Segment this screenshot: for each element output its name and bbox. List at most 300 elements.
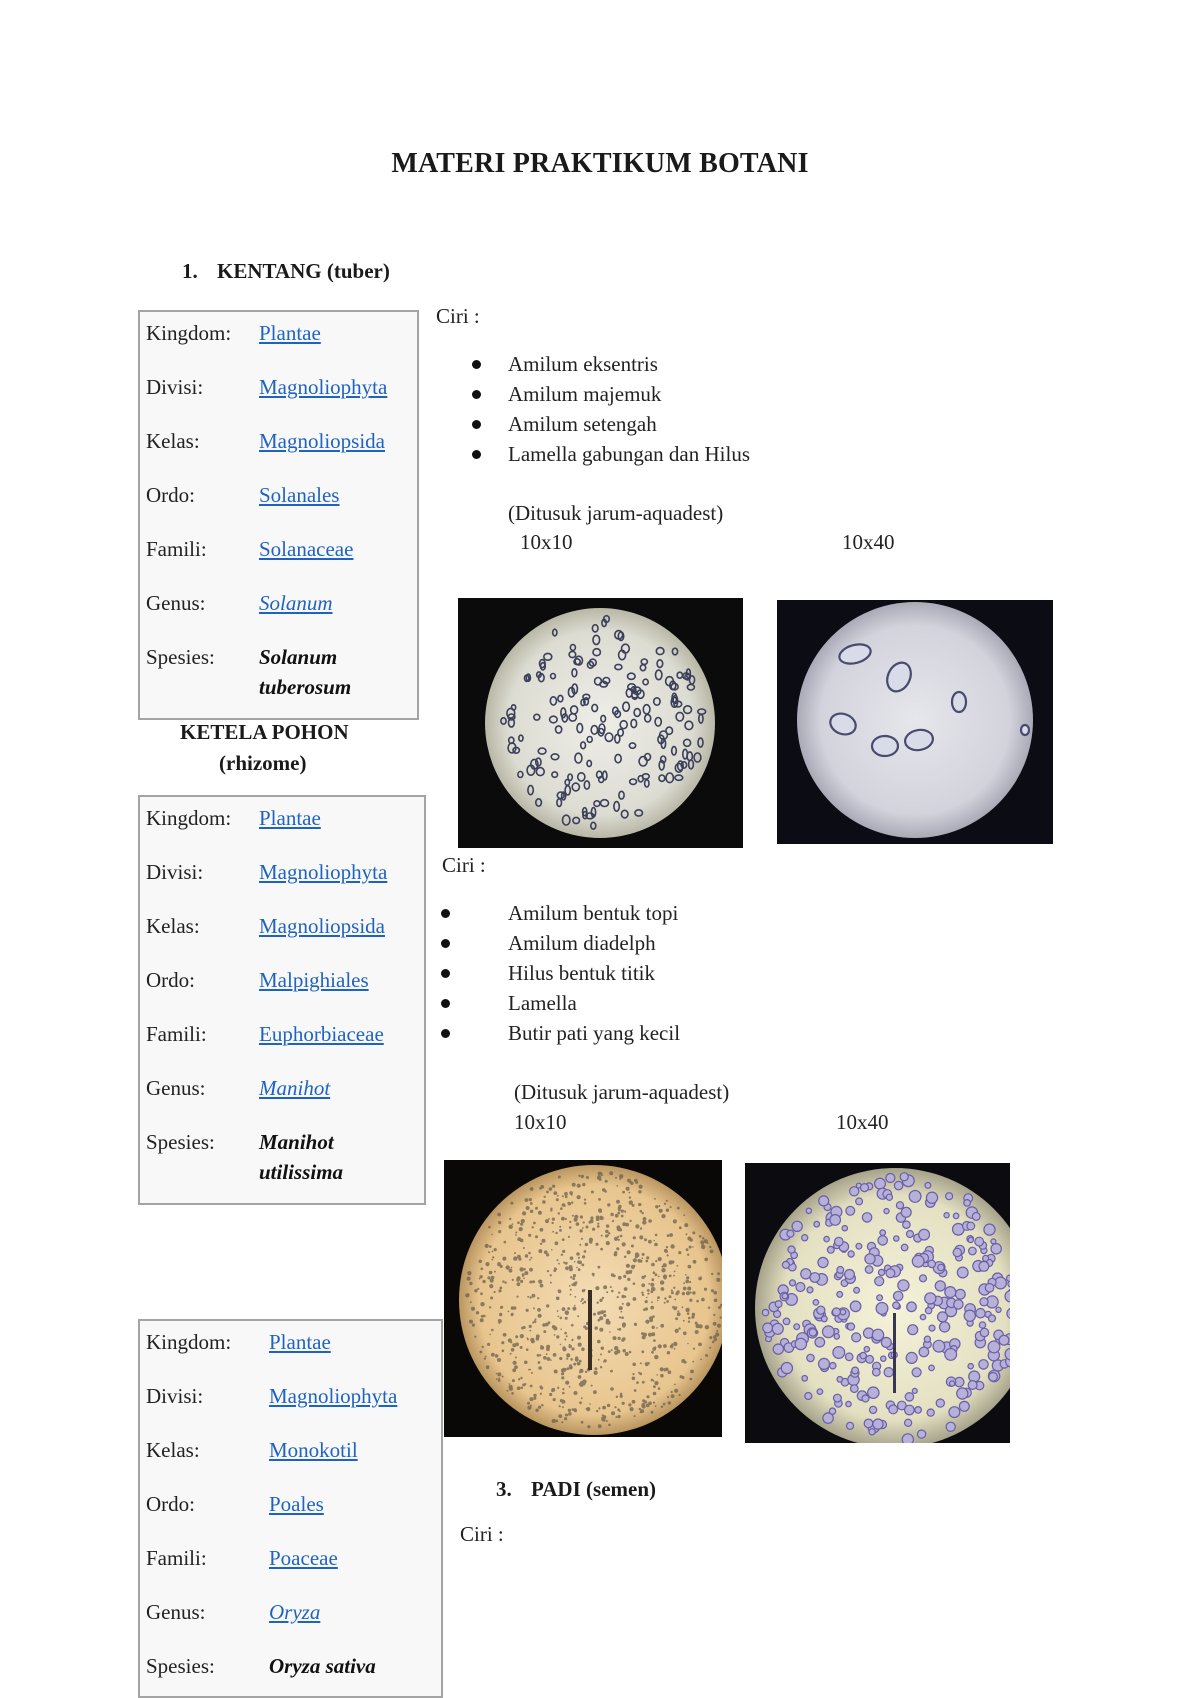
taxonomy-link[interactable]: Magnoliopsida (259, 429, 385, 453)
starch-granule (539, 1187, 542, 1190)
taxonomy-link[interactable]: Plantae (259, 806, 321, 830)
starch-granule (645, 1260, 648, 1263)
starch-granule (569, 1386, 571, 1388)
starch-granule (940, 1322, 950, 1332)
starch-granule (704, 1239, 708, 1243)
starch-granule (700, 1276, 702, 1278)
starch-granule (584, 1289, 586, 1291)
starch-granule (581, 1421, 584, 1424)
starch-granule (562, 1406, 564, 1408)
starch-granule (579, 1401, 582, 1404)
starch-granule (591, 1385, 593, 1387)
starch-granule (578, 1257, 580, 1259)
starch-granule (568, 1236, 570, 1238)
starch-granule (491, 1297, 493, 1299)
taxonomy-link[interactable]: Monokotil (269, 1438, 358, 1462)
starch-granule (646, 1395, 649, 1398)
list-item: Amilum diadelph (441, 928, 680, 958)
starch-granule (658, 1276, 660, 1278)
taxonomy-key: Famili: (146, 1546, 207, 1570)
starch-granule (635, 1181, 638, 1184)
starch-granule (653, 1392, 657, 1396)
taxonomy-link[interactable]: Malpighiales (259, 968, 369, 992)
starch-granule (601, 1347, 604, 1350)
starch-granule (504, 1281, 506, 1283)
starch-granule (596, 1217, 600, 1221)
taxonomy-key: Kelas: (146, 914, 200, 938)
starch-granule (550, 1282, 552, 1284)
starch-granule (677, 1310, 679, 1312)
starch-granule (652, 1347, 656, 1351)
starch-granule (848, 1251, 854, 1257)
starch-granule (479, 1275, 482, 1278)
starch-granule (872, 1329, 883, 1340)
starch-granule (671, 1291, 674, 1294)
starch-granule (562, 1203, 566, 1207)
taxonomy-link[interactable]: Solanales (259, 483, 340, 507)
starch-granule (571, 1324, 574, 1327)
starch-granule (498, 1322, 500, 1324)
starch-granule (688, 1321, 690, 1323)
starch-granule (683, 1320, 685, 1322)
starch-granule (709, 1336, 712, 1339)
starch-granule (571, 1347, 574, 1350)
starch-granule (661, 1268, 665, 1272)
bullet-icon (472, 450, 481, 459)
starch-granule (507, 1390, 509, 1392)
starch-granule (996, 1307, 1001, 1312)
starch-granule (714, 1299, 718, 1303)
taxonomy-link[interactable]: Solanum (259, 591, 333, 615)
starch-granule (533, 1397, 536, 1400)
list-item: Amilum majemuk (472, 379, 750, 409)
starch-granule (474, 1289, 477, 1292)
starch-granule (686, 1248, 689, 1251)
starch-granule (517, 1221, 520, 1224)
starch-granule (905, 1419, 912, 1426)
starch-granule (664, 1203, 666, 1205)
starch-granule (551, 1222, 553, 1224)
starch-granule (471, 1307, 475, 1311)
starch-granule (568, 1412, 572, 1416)
starch-granule (919, 1229, 930, 1240)
starch-granule (912, 1368, 921, 1377)
starch-granule (718, 1306, 721, 1309)
starch-granule (682, 1306, 684, 1308)
starch-granule (586, 1408, 588, 1410)
starch-granule (617, 1236, 619, 1238)
taxonomy-link[interactable]: Euphorbiaceae (259, 1022, 384, 1046)
starch-granule (909, 1191, 921, 1203)
starch-granule (611, 1349, 613, 1351)
starch-granule (492, 1251, 494, 1253)
starch-granule (806, 1208, 811, 1213)
starch-granule (645, 1300, 648, 1303)
starch-granule (642, 1212, 644, 1214)
starch-granule (603, 1314, 606, 1317)
starch-granule (508, 1311, 510, 1313)
taxonomy-key: Spesies: (146, 1654, 215, 1678)
starch-granule (546, 1304, 549, 1307)
starch-granule (775, 1301, 782, 1308)
starch-granule (477, 1288, 479, 1290)
starch-granule (875, 1178, 886, 1189)
starch-granule (520, 1387, 523, 1390)
starch-granule (649, 1316, 653, 1320)
starch-granule (579, 1244, 581, 1246)
taxonomy-link[interactable]: Oryza (269, 1600, 321, 1624)
starch-granule (713, 1314, 715, 1316)
ciri-label: Ciri : (436, 304, 480, 328)
starch-granule (521, 1327, 524, 1330)
starch-granule (645, 1362, 649, 1366)
starch-granule (581, 1238, 583, 1240)
starch-granule (851, 1385, 859, 1393)
starch-granule (579, 1229, 582, 1232)
starch-granule (698, 1343, 702, 1347)
starch-granule (465, 1293, 469, 1297)
taxonomy-link[interactable]: Plantae (269, 1330, 331, 1354)
starch-granule (526, 1206, 530, 1210)
starch-granule (600, 1216, 603, 1219)
starch-granule (955, 1289, 965, 1299)
starch-granule (830, 1215, 841, 1226)
starch-granule (498, 1230, 501, 1233)
starch-granule (795, 1338, 806, 1349)
starch-granule (658, 1257, 662, 1261)
starch-granule (628, 1270, 632, 1274)
starch-granule (511, 1313, 514, 1316)
list-item: Amilum eksentris (472, 349, 750, 379)
starch-granule (664, 1368, 667, 1371)
starch-granule (600, 1366, 602, 1368)
starch-granule (542, 1200, 546, 1204)
starch-granule (653, 1339, 656, 1342)
starch-granule (491, 1353, 495, 1357)
starch-granule (467, 1271, 471, 1275)
taxonomy-link[interactable]: Magnoliophyta (259, 860, 388, 884)
starch-granule (500, 1265, 503, 1268)
starch-granule (884, 1368, 893, 1377)
magnification-low: 10x10 (514, 1110, 567, 1134)
starch-granule (953, 1213, 959, 1219)
starch-granule (652, 1326, 655, 1329)
starch-granule (491, 1329, 494, 1332)
starch-granule (639, 1372, 642, 1375)
starch-granule (511, 1226, 513, 1228)
starch-granule (693, 1260, 697, 1264)
starch-granule (615, 1416, 617, 1418)
starch-granule (620, 1395, 623, 1398)
starch-granule (569, 1345, 572, 1348)
starch-granule (763, 1323, 773, 1333)
starch-granule (669, 1233, 673, 1237)
starch-granule (494, 1291, 496, 1293)
starch-granule (600, 1248, 603, 1251)
starch-granule (572, 1215, 574, 1217)
starch-granule (581, 1264, 584, 1267)
starch-granule (875, 1277, 884, 1286)
taxonomy-key: Kelas: (146, 1438, 200, 1462)
starch-granule (661, 1287, 665, 1291)
taxonomy-key: Genus: (146, 1600, 206, 1624)
starch-granule (666, 1209, 669, 1212)
starch-granule (557, 1387, 559, 1389)
starch-granule (968, 1237, 973, 1242)
starch-granule (577, 1184, 581, 1188)
starch-granule (609, 1171, 613, 1175)
starch-granule (813, 1300, 819, 1306)
starch-granule (980, 1328, 988, 1336)
starch-granule (597, 1225, 600, 1228)
starch-granule (598, 1407, 600, 1409)
starch-granule (581, 1175, 584, 1178)
taxonomy-link[interactable]: Solanaceae (259, 537, 354, 561)
starch-granule (574, 1305, 576, 1307)
starch-granule (790, 1280, 796, 1286)
starch-granule (522, 1275, 524, 1277)
starch-granule (802, 1235, 808, 1241)
starch-granule (565, 1262, 568, 1265)
starch-granule (618, 1292, 620, 1294)
starch-granule (574, 1391, 578, 1395)
starch-granule (569, 1226, 572, 1229)
starch-granule (564, 1192, 568, 1196)
starch-granule (679, 1394, 681, 1396)
starch-granule (538, 1406, 541, 1409)
starch-granule (584, 1301, 587, 1304)
starch-granule (920, 1275, 927, 1282)
starch-granule (582, 1302, 584, 1304)
starch-granule (638, 1190, 641, 1193)
starch-granule (695, 1330, 699, 1334)
starch-granule (616, 1247, 619, 1250)
magnification-high: 10x40 (842, 530, 895, 554)
starch-granule (924, 1336, 930, 1342)
starch-granule (546, 1353, 548, 1355)
taxonomy-link[interactable]: Poales (269, 1492, 324, 1516)
starch-granule (560, 1317, 563, 1320)
starch-granule (619, 1178, 621, 1180)
starch-granule (610, 1370, 613, 1373)
starch-granule (701, 1298, 705, 1302)
starch-granule (515, 1343, 519, 1347)
taxonomy-key: Genus: (146, 591, 206, 615)
starch-granule (521, 1219, 525, 1223)
section-title: PADI (semen) (531, 1477, 656, 1501)
starch-granule (702, 1237, 705, 1240)
starch-granule (489, 1306, 491, 1308)
taxonomy-link[interactable]: Poaceae (269, 1546, 338, 1570)
starch-granule (686, 1291, 690, 1295)
starch-granule (557, 1259, 559, 1261)
starch-granule (625, 1352, 629, 1356)
starch-granule (905, 1393, 913, 1401)
starch-granule (782, 1261, 789, 1268)
starch-granule (660, 1280, 664, 1284)
starch-granule (497, 1213, 501, 1217)
starch-granule (792, 1221, 802, 1231)
starch-granule (502, 1280, 504, 1282)
starch-granule (654, 1198, 656, 1200)
taxonomy-link[interactable]: Magnoliophyta (269, 1384, 398, 1408)
starch-granule (653, 1385, 656, 1388)
starch-granule (514, 1252, 516, 1254)
starch-granule (648, 1283, 650, 1285)
starch-granule (651, 1351, 654, 1354)
starch-granule (621, 1316, 624, 1319)
starch-granule (565, 1317, 568, 1320)
starch-granule (643, 1308, 646, 1311)
starch-granule (673, 1342, 677, 1346)
starch-granule (596, 1410, 598, 1412)
starch-granule (497, 1262, 500, 1265)
starch-granule (976, 1309, 985, 1318)
starch-granule (717, 1272, 720, 1275)
taxonomy-link[interactable]: Magnoliophyta (259, 375, 388, 399)
starch-granule (975, 1237, 984, 1246)
starch-granule (498, 1289, 501, 1292)
starch-granule (657, 1300, 659, 1302)
starch-granule (523, 1277, 525, 1279)
starch-granule (817, 1306, 825, 1314)
bullet-icon (472, 420, 481, 429)
species-name-line2: tuberosum (259, 675, 352, 699)
starch-granule (641, 1257, 643, 1259)
starch-granule (577, 1336, 581, 1340)
starch-granule (541, 1404, 543, 1406)
starch-granule (539, 1386, 542, 1389)
taxonomy-link[interactable]: Plantae (259, 321, 321, 345)
starch-granule (700, 1359, 702, 1361)
starch-granule (502, 1350, 505, 1353)
starch-granule (548, 1218, 550, 1220)
starch-granule (580, 1381, 584, 1385)
starch-granule (518, 1378, 520, 1380)
starch-granule (571, 1194, 573, 1196)
starch-granule (529, 1259, 531, 1261)
starch-granule (570, 1294, 572, 1296)
starch-granule (622, 1337, 625, 1340)
starch-granule (532, 1321, 534, 1323)
starch-granule (671, 1391, 673, 1393)
starch-granule (671, 1394, 675, 1398)
starch-granule (673, 1287, 675, 1289)
starch-granule (565, 1414, 568, 1417)
starch-granule (805, 1393, 812, 1400)
starch-granule (628, 1403, 631, 1406)
starch-granule (651, 1379, 654, 1382)
starch-granule (928, 1260, 935, 1267)
starch-granule (689, 1299, 692, 1302)
starch-granule (562, 1388, 564, 1390)
starch-granule (640, 1210, 643, 1213)
starch-granule (540, 1284, 544, 1288)
starch-granule (689, 1246, 692, 1249)
starch-granule (570, 1289, 572, 1291)
starch-granule (788, 1246, 795, 1253)
taxonomy-box-ketela (138, 795, 426, 1205)
starch-granule (495, 1354, 499, 1358)
starch-granule (555, 1232, 557, 1234)
starch-granule (1007, 1275, 1011, 1281)
section-heading-kentang (182, 259, 390, 284)
taxonomy-link[interactable]: Manihot (259, 1076, 331, 1100)
starch-granule (553, 1398, 556, 1401)
starch-granule (720, 1317, 722, 1319)
starch-granule (667, 1396, 669, 1398)
starch-granule (701, 1245, 705, 1249)
starch-granule (496, 1378, 498, 1380)
starch-granule (908, 1325, 918, 1335)
starch-granule (850, 1301, 861, 1312)
starch-granule (565, 1195, 568, 1198)
starch-granule (549, 1187, 553, 1191)
starch-granule (579, 1369, 583, 1373)
starch-granule (602, 1188, 606, 1192)
starch-granule (564, 1339, 566, 1341)
starch-granule (671, 1289, 673, 1291)
starch-granule (562, 1347, 566, 1351)
bullet-icon (441, 909, 450, 918)
starch-granule (677, 1265, 679, 1267)
starch-granule (469, 1282, 472, 1285)
starch-granule (620, 1235, 623, 1238)
starch-granule (611, 1411, 615, 1415)
starch-granule (567, 1307, 570, 1310)
starch-granule (517, 1255, 521, 1259)
starch-granule (530, 1202, 533, 1205)
starch-granule (485, 1244, 489, 1248)
starch-granule (581, 1397, 583, 1399)
starch-granule (945, 1349, 957, 1361)
starch-granule (622, 1191, 625, 1194)
taxonomy-link[interactable]: Magnoliopsida (259, 914, 385, 938)
starch-granule (607, 1234, 609, 1236)
starch-granule (480, 1318, 484, 1322)
starch-granule (642, 1399, 645, 1402)
starch-granule (696, 1300, 699, 1303)
starch-granule (684, 1361, 687, 1364)
starch-granule (878, 1269, 884, 1275)
starch-granule (529, 1397, 533, 1401)
starch-granule (558, 1176, 561, 1179)
starch-granule (929, 1365, 935, 1371)
starch-granule (598, 1208, 602, 1212)
starch-granule (837, 1267, 844, 1274)
starch-granule (869, 1429, 875, 1435)
starch-granule (935, 1281, 945, 1291)
starch-granule (631, 1245, 634, 1248)
starch-granule (606, 1291, 608, 1293)
starch-granule (610, 1286, 612, 1288)
starch-granule (564, 1332, 567, 1335)
starch-granule (502, 1376, 504, 1378)
starch-granule (819, 1358, 830, 1369)
starch-granule (580, 1215, 583, 1218)
starch-granule (566, 1353, 570, 1357)
starch-granule (648, 1333, 652, 1337)
starch-granule (979, 1360, 988, 1369)
starch-granule (532, 1294, 536, 1298)
starch-granule (515, 1234, 517, 1236)
starch-granule (705, 1354, 708, 1357)
bullet-icon (441, 1029, 450, 1038)
list-item: Amilum bentuk topi (441, 898, 680, 928)
starch-granule (629, 1181, 632, 1184)
starch-granule (642, 1294, 644, 1296)
taxonomy-key: Divisi: (146, 1384, 204, 1408)
